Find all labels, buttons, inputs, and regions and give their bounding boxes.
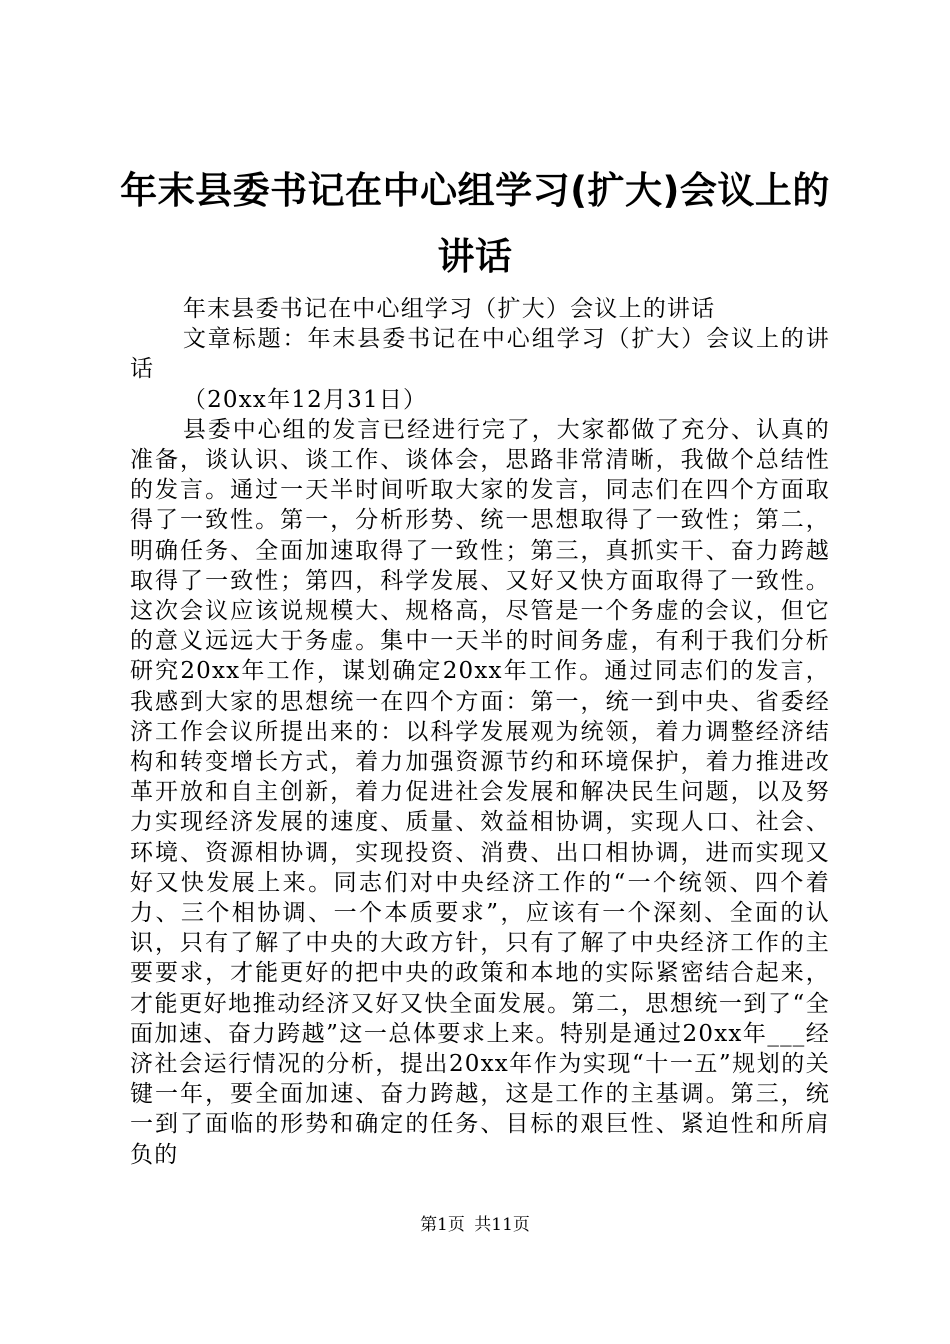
document-title: 年末县委书记在中心组学习(扩大)会议上的讲话 — [120, 169, 830, 278]
page-number: 第1页 — [420, 1215, 465, 1235]
page-footer — [0, 1214, 950, 1236]
paragraph-body: 县委中心组的发言已经进行完了，大家都做了充分、认真的准备，谈认识、谈工作、谈体会，思路非常清晰，我做个总结性的发言。通过一天半时间听取大家的发言，同志们在四个方面取得了一致性。第一，分析形势、统一思想取得了一致性；第二，明确任务、全面加速取得了一致性；第三，真抓实干、奋力跨越取得了一致性；第四，科学发展、又好又快方面取得了一致性。这次会议应该说规模大、规格高，尽管是一个务虚的会议，但它的意义远远大于务虚。集中一天半的时间务虚，有利于我们分析研究20xx年工作，谋划确定20xx年工作。通过同志们的发言，我感到大家的思想统一在四个方面：第一，统一到中央、省委经济工作会议所提出来的：以科学发展观为统领，着力调整经济结构和转变增长方式，着力加强资源节约和环境保护，着力推进改革开放和自主创新，着力促进社会发展和解决民生问题，以及努力实现经济发展的速度、质量、效益相协调，实现人口、社会、环境、资源相协调，实现投资、消费、出口相协调，进而实现又好又快发展上来。同志们对中央经济工作的“一个统领、四个着力、三个相协调、一个本质要求”，应该有一个深刻、全面的认识，只有了解了中央的大政方针，只有了解了中央经济工作的主要要求，才能更好的把中央的政策和本地的实际紧密结合起来，才能更好地推动经济又好又快全面发展。第二，思想统一到了“全面加速、奋力跨越”这一总体要求上来。特别是通过20xx年___经济社会运行情况的分析，提出20xx年作为实现“十一五”规划的关键一年，要全面加速、奋力跨越，这是工作的主基调。第三，统一到了面临的形势和确定的任务、目标的艰巨性、紧迫性和所肩负的 — [130, 416, 830, 1168]
paragraph-date: （20xx年12月31日） — [182, 386, 428, 413]
page-total: 共11页 — [474, 1215, 530, 1235]
paragraph-article-title: 文章标题：年末县委书记在中心组学习（扩大）会议上的讲话 — [130, 326, 830, 383]
document-body — [130, 294, 830, 1170]
paragraph-heading-repeat: 年末县委书记在中心组学习（扩大）会议上的讲话 — [182, 296, 716, 322]
